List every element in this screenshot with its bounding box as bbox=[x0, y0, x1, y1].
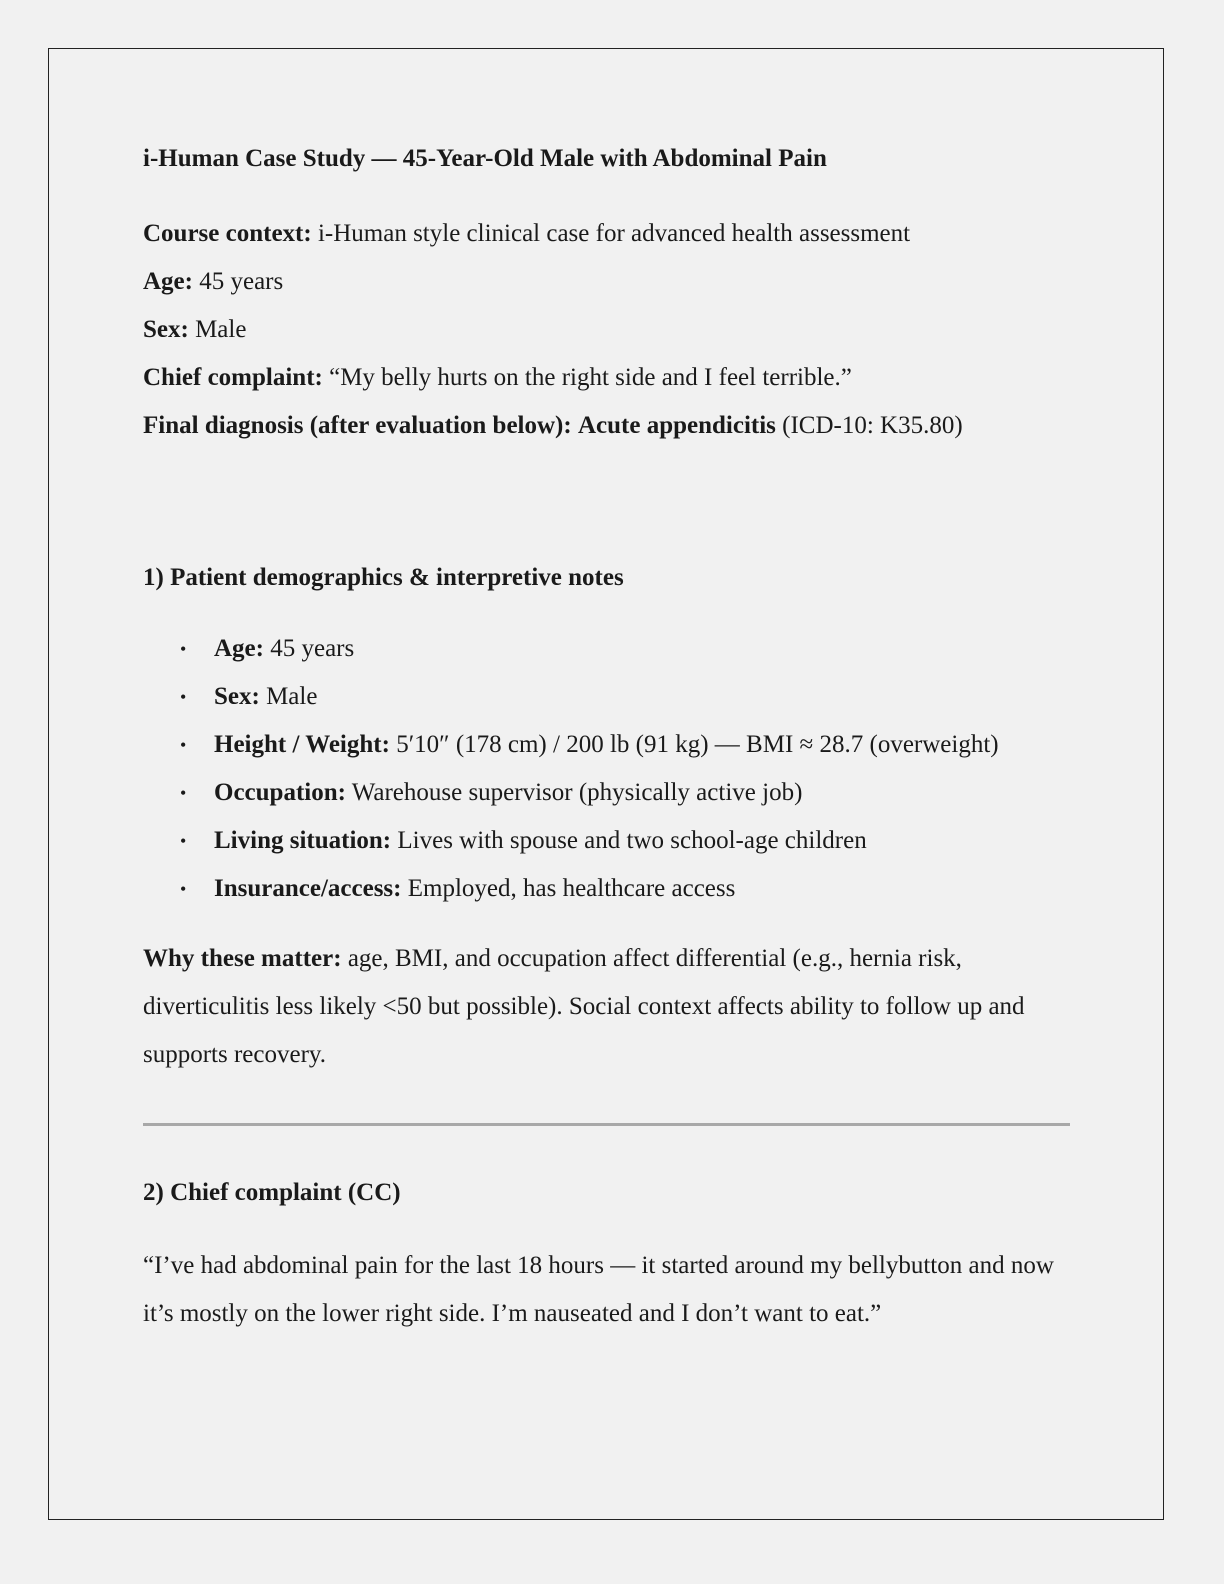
list-item bbox=[180, 673, 1073, 721]
bullet-icon: • bbox=[180, 879, 187, 899]
item-value: Male bbox=[266, 683, 318, 710]
item-value: Warehouse supervisor (physically active job) bbox=[351, 779, 803, 806]
bullet-icon: • bbox=[180, 639, 187, 659]
section1-heading: 1) Patient demographics & interpretive notes bbox=[143, 564, 624, 591]
final-diagnosis-label: Final diagnosis (after evaluation below): bbox=[143, 412, 572, 439]
list-item bbox=[180, 817, 1073, 865]
item-value: 5′10″ (178 cm) / 200 lb (91 kg) — BMI ≈ 28.7 (overweight) bbox=[396, 731, 999, 758]
bullet-icon: • bbox=[180, 735, 187, 755]
bullet-icon: • bbox=[180, 687, 187, 707]
list-item bbox=[180, 625, 1073, 673]
chief-complaint-quote: “I’ve had abdominal pain for the last 18 hours — it started around my bellybutton and now it’s mostly on the lower right side. I’m nauseated and I don’t want to eat.” bbox=[143, 1252, 1054, 1327]
item-label: Occupation: bbox=[214, 779, 346, 806]
list-item bbox=[180, 865, 1073, 913]
sex-value: Male bbox=[195, 316, 247, 343]
item-label: Sex: bbox=[214, 683, 260, 710]
sex-line bbox=[143, 306, 1073, 354]
course-context-line bbox=[143, 210, 1073, 258]
list-item bbox=[180, 721, 1073, 769]
item-label: Insurance/access: bbox=[214, 875, 402, 902]
sex-label: Sex: bbox=[143, 316, 189, 343]
bullet-icon: • bbox=[180, 783, 187, 803]
course-context-label: Course context: bbox=[143, 220, 312, 247]
document-title: i-Human Case Study — 45-Year-Old Male with Abdominal Pain bbox=[143, 145, 827, 172]
icd-code: (ICD-10: K35.80) bbox=[782, 412, 963, 439]
final-diagnosis-value: Acute appendicitis bbox=[577, 412, 776, 439]
item-label: Age: bbox=[214, 635, 264, 662]
why-text: age, BMI, and occupation affect differential (e.g., hernia risk, diverticulitis less likely <50 but possible). Social context affects ability to follow up and supports recovery. bbox=[143, 945, 1025, 1068]
list-item bbox=[180, 769, 1073, 817]
age-value: 45 years bbox=[199, 268, 284, 295]
item-label: Height / Weight: bbox=[214, 731, 390, 758]
chief-complaint-line bbox=[143, 354, 1073, 402]
section2-heading: 2) Chief complaint (CC) bbox=[143, 1179, 401, 1206]
chief-complaint-label: Chief complaint: bbox=[143, 364, 323, 391]
age-label: Age: bbox=[143, 268, 193, 295]
item-label: Living situation: bbox=[214, 827, 392, 854]
chief-complaint-value: “My belly hurts on the right side and I feel terrible.” bbox=[329, 364, 852, 391]
item-value: 45 years bbox=[270, 635, 355, 662]
final-diagnosis-line bbox=[143, 402, 1073, 450]
document-body bbox=[143, 140, 1073, 1338]
course-context-value: i-Human style clinical case for advanced health assessment bbox=[317, 220, 911, 247]
item-value: Employed, has healthcare access bbox=[407, 875, 736, 902]
age-line bbox=[143, 258, 1073, 306]
item-value: Lives with spouse and two school-age children bbox=[397, 827, 867, 854]
demographics-list bbox=[143, 625, 1073, 913]
section-divider bbox=[143, 1123, 1070, 1126]
why-label: Why these matter: bbox=[143, 945, 342, 972]
why-these-matter-paragraph bbox=[143, 935, 1073, 1079]
bullet-icon: • bbox=[180, 831, 187, 851]
